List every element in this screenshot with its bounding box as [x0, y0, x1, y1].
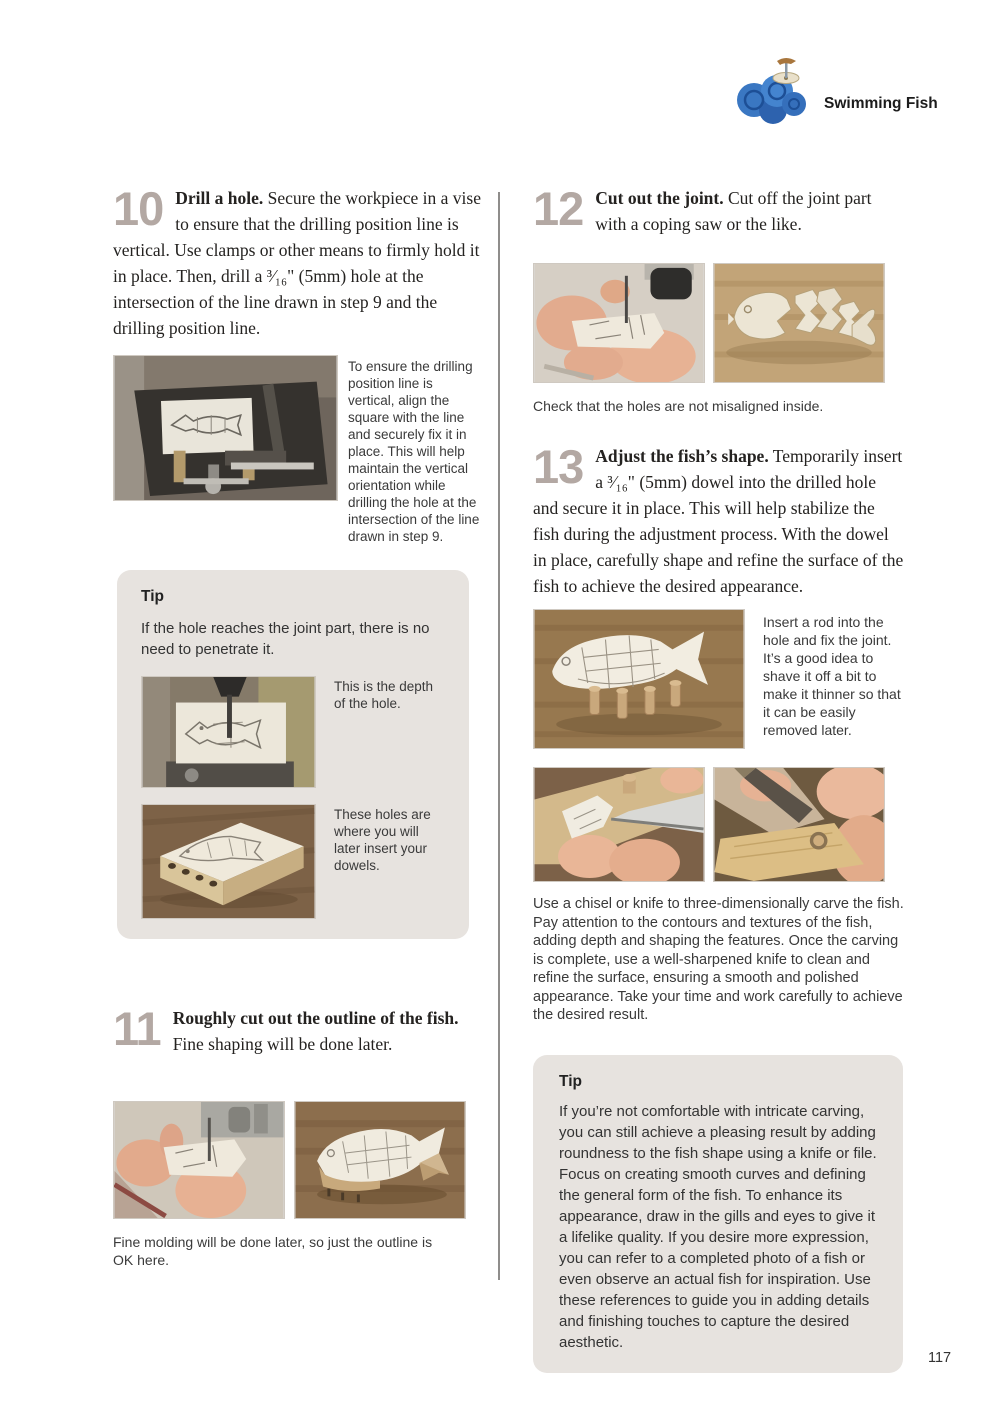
photo-caption: Insert a rod into the hole and fix the joint. It’s a good idea to shave it off a bit to make it thinner so that it can be easily removed later.: [763, 614, 901, 738]
photo-joint-pieces: [713, 263, 885, 383]
photo-dowel-holes-block: [141, 804, 316, 919]
page-title: Swimming Fish: [824, 95, 938, 112]
step-10-text: Secure the workpiece in a vise to ensure that the drilling position line is vertical. Use clamps or other means to firmly hold it in place. Then, drill a ³⁄₁₆" (5mm) hole at the intersection of the line drawn in step 9 and the drilling position line.: [113, 188, 481, 338]
tip-text: If you’re not comfortable with intricate carving, you can still achieve a pleasing result by adding roundness to the fish shape using a knife or file. Focus on creating smooth curves and defining the general form of the fish. To enhance its appearance, draw in the gills and eyes to give it a lifelike quality. If you desire more expression, you can refer to a completed photo of a fish or even observe an actual fish for inspiration. Use these references to guide you in adding details and finishing touches to capture the desired aesthetic.: [559, 1102, 877, 1351]
column-divider: [498, 192, 500, 1280]
photo-drill-depth: [141, 676, 316, 788]
photos-caption: Fine molding will be done later, so just the outline is OK here.: [113, 1234, 433, 1268]
tip-heading: Tip: [559, 1072, 582, 1090]
tip-heading: Tip: [141, 588, 164, 605]
left-column: [113, 182, 490, 1269]
joint-photo-row: [533, 263, 905, 383]
carve-photo-row: [533, 767, 905, 882]
photo-caption: To ensure the drilling position line is vertical, align the square with the line and securely fix it in place. This will help maintain the vertical orientation while drilling the hole at the intersection of the line drawn in step 9.: [348, 359, 480, 544]
step-11-title: Roughly cut out the outline of the fish.: [172, 1008, 459, 1028]
photo-knife-detail: [713, 767, 885, 882]
fish-on-gears-icon: [730, 58, 816, 128]
tip-text: If the hole reaches the joint part, there is no need to penetrate it.: [141, 620, 430, 658]
photos-caption: Check that the holes are not misaligned inside.: [533, 398, 824, 414]
tip-box-hole: [117, 570, 469, 939]
tip-photo-caption: These holes are where you will later insert your dowels.: [334, 807, 431, 873]
step-12: [533, 182, 905, 237]
step-12-number: 12: [533, 182, 584, 235]
step-12-text: Cut off the joint part with a coping saw or the like.: [595, 188, 872, 234]
step-13-text: Temporarily insert a ³⁄₁₆" (5mm) dowel into the drilled hole and secure it in place. This will help stabilize the fish during the adjustment process. With the dowel in place, carefully shape and refine the surface of the fish to achieve the desired appearance.: [533, 446, 904, 596]
step-11-text: Fine shaping will be done later.: [172, 1034, 393, 1054]
step-10-number: 10: [113, 182, 164, 235]
step-11-number: 11: [113, 1002, 161, 1055]
photo-cutting-outline: [113, 1101, 285, 1219]
right-column: [533, 182, 905, 1373]
outline-photo-row: [113, 1101, 490, 1219]
photo-chisel-carving: [533, 767, 705, 882]
tip-photo-row: [141, 676, 445, 788]
photo-coping-saw-cut: [533, 263, 705, 383]
tip-box-carving: [533, 1055, 903, 1373]
vise-photo-row: [113, 355, 490, 545]
dowels-photo-row: [533, 609, 905, 749]
carving-paragraph: Use a chisel or knife to three-dimensionally carve the fish. Pay attention to the contours and textures of the fish, adding depth and shaping the features. Once the carving is complete, use a well-sharpened knife to clean and refine the surface, ensuring a smooth and polished appearance. Take your time and work carefully to achieve the desired result.: [533, 896, 904, 1023]
tip-photo-caption: This is the depth of the hole.: [334, 679, 434, 711]
step-12-title: Cut out the joint.: [595, 188, 724, 208]
photo-drill-press-vise: [113, 355, 338, 501]
photo-rough-cut-fish: [294, 1101, 466, 1219]
step-10-title: Drill a hole.: [175, 188, 264, 208]
step-13: [533, 440, 905, 599]
step-13-title: Adjust the fish’s shape.: [595, 446, 769, 466]
page-header: [730, 58, 938, 128]
step-10: [113, 182, 490, 341]
step-11: [113, 1002, 490, 1057]
photo-fish-with-dowels: [533, 609, 745, 749]
page-number: 117: [928, 1350, 952, 1366]
tip-photo-row: [141, 804, 445, 919]
step-13-number: 13: [533, 440, 584, 493]
